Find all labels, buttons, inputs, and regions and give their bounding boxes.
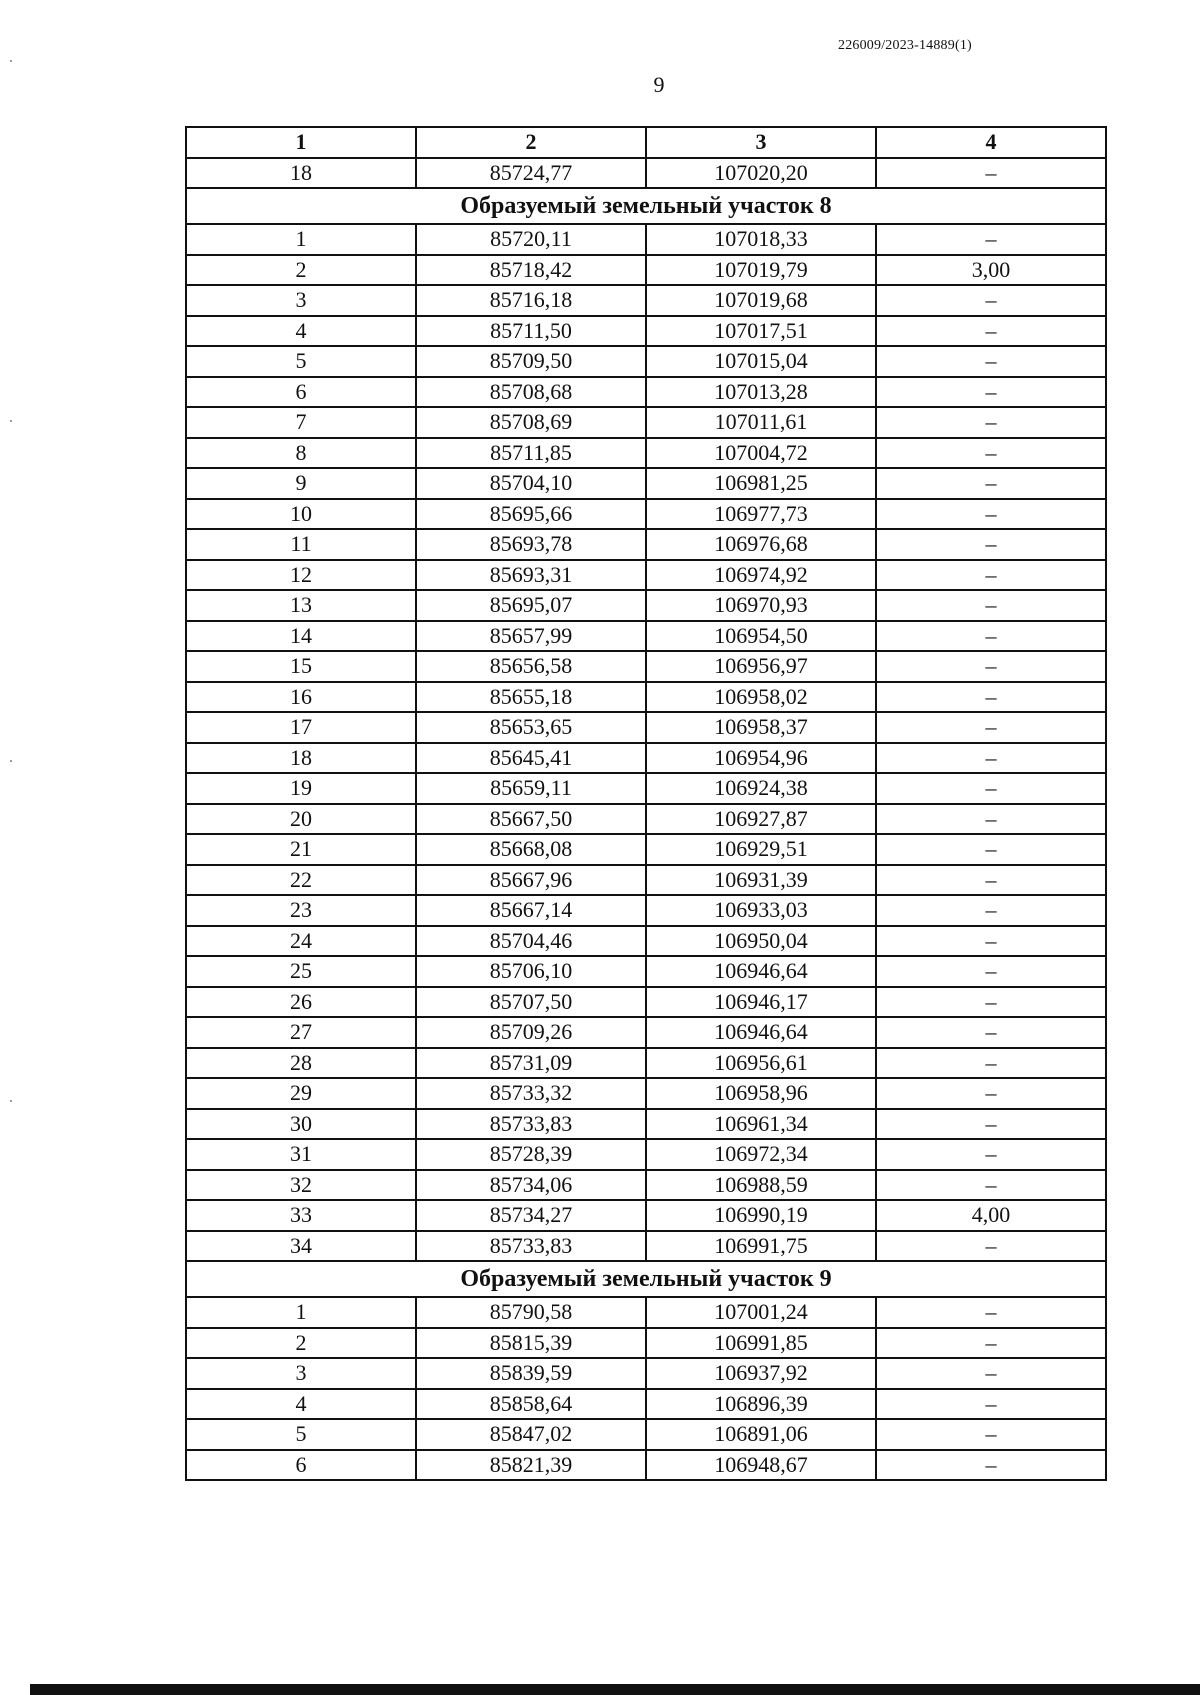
point-number-cell: 9 (186, 468, 416, 499)
point-number-cell: 19 (186, 773, 416, 804)
y-coordinate-cell: 106977,73 (646, 499, 876, 530)
deviation-cell: – (876, 1450, 1106, 1481)
deviation-cell: – (876, 1419, 1106, 1450)
table-row (186, 712, 1106, 743)
y-coordinate-cell: 106948,67 (646, 1450, 876, 1481)
x-coordinate-cell: 85693,31 (416, 560, 646, 591)
point-number-cell: 3 (186, 285, 416, 316)
column-header: 1 (186, 127, 416, 158)
y-coordinate-cell: 106937,92 (646, 1358, 876, 1389)
y-coordinate-cell: 107011,61 (646, 407, 876, 438)
table-row (186, 987, 1106, 1018)
deviation-cell: – (876, 1297, 1106, 1328)
y-coordinate-cell: 107019,79 (646, 255, 876, 286)
point-number-cell: 34 (186, 1231, 416, 1262)
table-row (186, 651, 1106, 682)
point-number-cell: 2 (186, 1328, 416, 1359)
deviation-cell: – (876, 499, 1106, 530)
column-header: 2 (416, 127, 646, 158)
y-coordinate-cell: 106970,93 (646, 590, 876, 621)
deviation-cell: – (876, 560, 1106, 591)
deviation-cell: 4,00 (876, 1200, 1106, 1231)
x-coordinate-cell: 85815,39 (416, 1328, 646, 1359)
x-coordinate-cell: 85839,59 (416, 1358, 646, 1389)
deviation-cell: – (876, 158, 1106, 189)
x-coordinate-cell: 85695,66 (416, 499, 646, 530)
y-coordinate-cell: 106958,96 (646, 1078, 876, 1109)
x-coordinate-cell: 85709,26 (416, 1017, 646, 1048)
table-row (186, 255, 1106, 286)
point-number-cell: 16 (186, 682, 416, 713)
point-number-cell: 26 (186, 987, 416, 1018)
deviation-cell: – (876, 987, 1106, 1018)
table-row (186, 468, 1106, 499)
deviation-cell: – (876, 316, 1106, 347)
table-row (186, 1200, 1106, 1231)
x-coordinate-cell: 85709,50 (416, 346, 646, 377)
point-number-cell: 24 (186, 926, 416, 957)
table-row (186, 1419, 1106, 1450)
deviation-cell: – (876, 621, 1106, 652)
x-coordinate-cell: 85667,96 (416, 865, 646, 896)
deviation-cell: – (876, 468, 1106, 499)
x-coordinate-cell: 85733,83 (416, 1109, 646, 1140)
deviation-cell: – (876, 1170, 1106, 1201)
table-row (186, 529, 1106, 560)
y-coordinate-cell: 107020,20 (646, 158, 876, 189)
table-row (186, 285, 1106, 316)
header-row (186, 127, 1106, 158)
x-coordinate-cell: 85693,78 (416, 529, 646, 560)
y-coordinate-cell: 106974,92 (646, 560, 876, 591)
table-row (186, 926, 1106, 957)
deviation-cell: – (876, 346, 1106, 377)
x-coordinate-cell: 85655,18 (416, 682, 646, 713)
x-coordinate-cell: 85734,27 (416, 1200, 646, 1231)
table-header (186, 127, 1106, 158)
table-row (186, 1231, 1106, 1262)
x-coordinate-cell: 85667,50 (416, 804, 646, 835)
point-number-cell: 28 (186, 1048, 416, 1079)
deviation-cell: – (876, 1048, 1106, 1079)
x-coordinate-cell: 85706,10 (416, 956, 646, 987)
x-coordinate-cell: 85711,50 (416, 316, 646, 347)
x-coordinate-cell: 85668,08 (416, 834, 646, 865)
x-coordinate-cell: 85821,39 (416, 1450, 646, 1481)
x-coordinate-cell: 85659,11 (416, 773, 646, 804)
y-coordinate-cell: 106991,75 (646, 1231, 876, 1262)
y-coordinate-cell: 106958,37 (646, 712, 876, 743)
table-row (186, 560, 1106, 591)
deviation-cell: – (876, 956, 1106, 987)
y-coordinate-cell: 106946,64 (646, 1017, 876, 1048)
deviation-cell: – (876, 377, 1106, 408)
point-number-cell: 6 (186, 1450, 416, 1481)
table-row (186, 1170, 1106, 1201)
point-number-cell: 1 (186, 1297, 416, 1328)
y-coordinate-cell: 106933,03 (646, 895, 876, 926)
table-row (186, 1109, 1106, 1140)
section-title: Образуемый земельный участок 8 (186, 188, 1106, 224)
point-number-cell: 7 (186, 407, 416, 438)
deviation-cell: – (876, 1389, 1106, 1420)
deviation-cell: – (876, 1328, 1106, 1359)
point-number-cell: 20 (186, 804, 416, 835)
deviation-cell: – (876, 1078, 1106, 1109)
deviation-cell: – (876, 773, 1106, 804)
table-row (186, 804, 1106, 835)
y-coordinate-cell: 106972,34 (646, 1139, 876, 1170)
table-row (186, 743, 1106, 774)
table-row (186, 346, 1106, 377)
table-row (186, 1389, 1106, 1420)
deviation-cell: – (876, 804, 1106, 835)
point-number-cell: 10 (186, 499, 416, 530)
point-number-cell: 15 (186, 651, 416, 682)
table-row (186, 773, 1106, 804)
table-row (186, 1328, 1106, 1359)
x-coordinate-cell: 85718,42 (416, 255, 646, 286)
x-coordinate-cell: 85716,18 (416, 285, 646, 316)
table-row (186, 1450, 1106, 1481)
point-number-cell: 6 (186, 377, 416, 408)
y-coordinate-cell: 106976,68 (646, 529, 876, 560)
x-coordinate-cell: 85724,77 (416, 158, 646, 189)
deviation-cell: – (876, 834, 1106, 865)
scan-speck (10, 1100, 12, 1102)
point-number-cell: 25 (186, 956, 416, 987)
x-coordinate-cell: 85667,14 (416, 895, 646, 926)
point-number-cell: 5 (186, 1419, 416, 1450)
x-coordinate-cell: 85657,99 (416, 621, 646, 652)
document-number: 226009/2023-14889(1) (838, 38, 972, 53)
x-coordinate-cell: 85704,46 (416, 926, 646, 957)
deviation-cell: – (876, 1139, 1106, 1170)
x-coordinate-cell: 85728,39 (416, 1139, 646, 1170)
table-row (186, 158, 1106, 189)
table-row (186, 895, 1106, 926)
x-coordinate-cell: 85733,83 (416, 1231, 646, 1262)
x-coordinate-cell: 85653,65 (416, 712, 646, 743)
point-number-cell: 13 (186, 590, 416, 621)
scan-edge-bar (30, 1684, 1200, 1695)
deviation-cell: – (876, 407, 1106, 438)
y-coordinate-cell: 106927,87 (646, 804, 876, 835)
x-coordinate-cell: 85734,06 (416, 1170, 646, 1201)
deviation-cell: – (876, 438, 1106, 469)
table-row (186, 499, 1106, 530)
y-coordinate-cell: 106991,85 (646, 1328, 876, 1359)
table-row (186, 224, 1106, 255)
point-number-cell: 33 (186, 1200, 416, 1231)
table-row (186, 834, 1106, 865)
section-title: Образуемый земельный участок 9 (186, 1261, 1106, 1297)
table-row (186, 377, 1106, 408)
point-number-cell: 29 (186, 1078, 416, 1109)
point-number-cell: 22 (186, 865, 416, 896)
table-row (186, 1139, 1106, 1170)
point-number-cell: 14 (186, 621, 416, 652)
table-row (186, 438, 1106, 469)
y-coordinate-cell: 107019,68 (646, 285, 876, 316)
point-number-cell: 8 (186, 438, 416, 469)
y-coordinate-cell: 106954,96 (646, 743, 876, 774)
scan-speck (10, 60, 12, 62)
deviation-cell: – (876, 651, 1106, 682)
y-coordinate-cell: 107015,04 (646, 346, 876, 377)
point-number-cell: 12 (186, 560, 416, 591)
table-row (186, 1297, 1106, 1328)
y-coordinate-cell: 106946,64 (646, 956, 876, 987)
x-coordinate-cell: 85645,41 (416, 743, 646, 774)
y-coordinate-cell: 106956,61 (646, 1048, 876, 1079)
table-row (186, 682, 1106, 713)
deviation-cell: – (876, 1017, 1106, 1048)
section-title-row (186, 188, 1106, 224)
x-coordinate-cell: 85790,58 (416, 1297, 646, 1328)
table-row (186, 316, 1106, 347)
y-coordinate-cell: 107013,28 (646, 377, 876, 408)
point-number-cell: 18 (186, 158, 416, 189)
scan-speck (10, 760, 12, 762)
y-coordinate-cell: 106956,97 (646, 651, 876, 682)
point-number-cell: 31 (186, 1139, 416, 1170)
table-row (186, 1017, 1106, 1048)
table-body (186, 158, 1106, 1481)
y-coordinate-cell: 107001,24 (646, 1297, 876, 1328)
point-number-cell: 4 (186, 316, 416, 347)
point-number-cell: 18 (186, 743, 416, 774)
deviation-cell: – (876, 926, 1106, 957)
deviation-cell: – (876, 1358, 1106, 1389)
deviation-cell: – (876, 529, 1106, 560)
y-coordinate-cell: 106958,02 (646, 682, 876, 713)
y-coordinate-cell: 106931,39 (646, 865, 876, 896)
y-coordinate-cell: 107018,33 (646, 224, 876, 255)
point-number-cell: 23 (186, 895, 416, 926)
section-title-row (186, 1261, 1106, 1297)
y-coordinate-cell: 106950,04 (646, 926, 876, 957)
deviation-cell: – (876, 895, 1106, 926)
x-coordinate-cell: 85704,10 (416, 468, 646, 499)
y-coordinate-cell: 106929,51 (646, 834, 876, 865)
y-coordinate-cell: 106891,06 (646, 1419, 876, 1450)
point-number-cell: 17 (186, 712, 416, 743)
point-number-cell: 27 (186, 1017, 416, 1048)
column-header: 4 (876, 127, 1106, 158)
y-coordinate-cell: 106990,19 (646, 1200, 876, 1231)
y-coordinate-cell: 107017,51 (646, 316, 876, 347)
deviation-cell: – (876, 285, 1106, 316)
point-number-cell: 1 (186, 224, 416, 255)
point-number-cell: 32 (186, 1170, 416, 1201)
y-coordinate-cell: 106954,50 (646, 621, 876, 652)
table-row (186, 621, 1106, 652)
table-row (186, 1048, 1106, 1079)
x-coordinate-cell: 85720,11 (416, 224, 646, 255)
deviation-cell: – (876, 224, 1106, 255)
deviation-cell: – (876, 865, 1106, 896)
point-number-cell: 2 (186, 255, 416, 286)
point-number-cell: 11 (186, 529, 416, 560)
page-number: 9 (653, 72, 665, 97)
deviation-cell: – (876, 1231, 1106, 1262)
x-coordinate-cell: 85733,32 (416, 1078, 646, 1109)
table-row (186, 590, 1106, 621)
y-coordinate-cell: 106988,59 (646, 1170, 876, 1201)
y-coordinate-cell: 107004,72 (646, 438, 876, 469)
x-coordinate-cell: 85731,09 (416, 1048, 646, 1079)
y-coordinate-cell: 106981,25 (646, 468, 876, 499)
y-coordinate-cell: 106961,34 (646, 1109, 876, 1140)
x-coordinate-cell: 85695,07 (416, 590, 646, 621)
y-coordinate-cell: 106924,38 (646, 773, 876, 804)
coordinates-table (185, 126, 1107, 1481)
table-row (186, 956, 1106, 987)
table-row (186, 1078, 1106, 1109)
x-coordinate-cell: 85847,02 (416, 1419, 646, 1450)
table-row (186, 407, 1106, 438)
point-number-cell: 3 (186, 1358, 416, 1389)
y-coordinate-cell: 106946,17 (646, 987, 876, 1018)
x-coordinate-cell: 85707,50 (416, 987, 646, 1018)
deviation-cell: – (876, 1109, 1106, 1140)
deviation-cell: – (876, 682, 1106, 713)
point-number-cell: 21 (186, 834, 416, 865)
deviation-cell: – (876, 712, 1106, 743)
x-coordinate-cell: 85656,58 (416, 651, 646, 682)
deviation-cell: – (876, 743, 1106, 774)
x-coordinate-cell: 85708,68 (416, 377, 646, 408)
x-coordinate-cell: 85711,85 (416, 438, 646, 469)
x-coordinate-cell: 85708,69 (416, 407, 646, 438)
table-row (186, 865, 1106, 896)
x-coordinate-cell: 85858,64 (416, 1389, 646, 1420)
point-number-cell: 30 (186, 1109, 416, 1140)
scan-speck (10, 420, 12, 422)
deviation-cell: – (876, 590, 1106, 621)
table-row (186, 1358, 1106, 1389)
point-number-cell: 5 (186, 346, 416, 377)
point-number-cell: 4 (186, 1389, 416, 1420)
deviation-cell: 3,00 (876, 255, 1106, 286)
column-header: 3 (646, 127, 876, 158)
y-coordinate-cell: 106896,39 (646, 1389, 876, 1420)
